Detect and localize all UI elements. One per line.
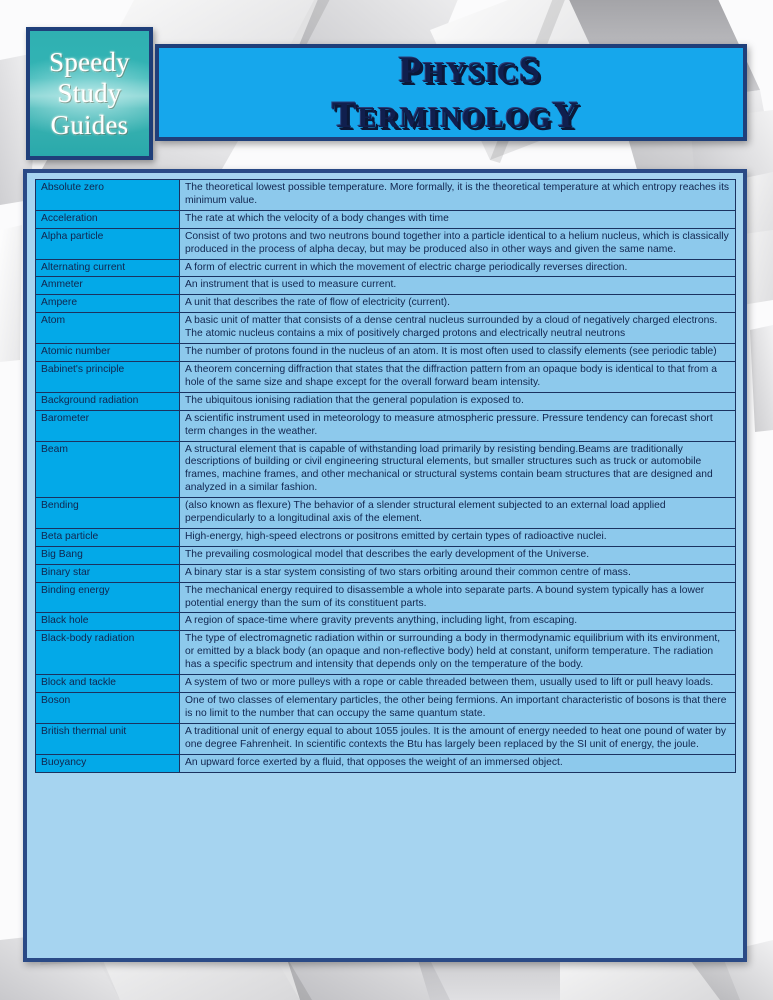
table-row (36, 582, 736, 613)
glossary-term: Alternating current (36, 259, 180, 277)
glossary-term: Atomic number (36, 344, 180, 362)
glossary-panel (23, 169, 747, 962)
table-row (36, 180, 736, 211)
glossary-definition: The type of electromagnetic radiation within or surrounding a body in thermodynamic equilibrium with its environment, or emitted by a black body (an opaque and non-reflective body) held at constant, uniform temperature. The radiation has a specific spectrum and intensity that depends only on the temperature of the body. (180, 631, 736, 675)
glossary-term: Background radiation (36, 392, 180, 410)
glossary-definition: The theoretical lowest possible temperature. More formally, it is the theoretical temperature at which entropy reaches its minimum value. (180, 180, 736, 211)
table-row (36, 295, 736, 313)
glossary-term: Black hole (36, 613, 180, 631)
logo-line-3: Guides (50, 109, 129, 140)
glossary-definition: A theorem concerning diffraction that states that the diffraction pattern from an opaque body is identical to that from a hole of the same size and shape except for the overall forward beam intensity. (180, 361, 736, 392)
glossary-definition: An upward force exerted by a fluid, that opposes the weight of an immersed object. (180, 754, 736, 772)
glossary-term: Acceleration (36, 210, 180, 228)
glossary-definition: The prevailing cosmological model that describes the early development of the Universe. (180, 546, 736, 564)
glossary-term: Atom (36, 313, 180, 344)
glossary-definition: The mechanical energy required to disassemble a whole into separate parts. A bound system typically has a lower potential energy than the sum of its constituent parts. (180, 582, 736, 613)
logo-line-1: Speedy (49, 46, 130, 77)
table-row (36, 361, 736, 392)
title-erminolog: ERMINOLOG (357, 102, 552, 134)
glossary-definition: An instrument that is used to measure current. (180, 277, 736, 295)
table-row (36, 277, 736, 295)
title-t: T (331, 94, 358, 136)
table-row (36, 259, 736, 277)
table-row (36, 631, 736, 675)
glossary-term: Beam (36, 441, 180, 498)
glossary-definition: A basic unit of matter that consists of a dense central nucleus surrounded by a cloud of negatively charged electrons. The atomic nucleus contains a mix of positively charged protons and electrically neutral neutrons (180, 313, 736, 344)
table-row (36, 675, 736, 693)
glossary-term: Binary star (36, 564, 180, 582)
glossary-term: Black-body radiation (36, 631, 180, 675)
table-row (36, 723, 736, 754)
glossary-term: Beta particle (36, 528, 180, 546)
glossary-table-body (36, 180, 736, 773)
title-line-physics (361, 49, 541, 92)
table-row (36, 210, 736, 228)
table-row (36, 313, 736, 344)
table-row (36, 754, 736, 772)
glossary-definition: A scientific instrument used in meteorology to measure atmospheric pressure. Pressure tendency can forecast short term changes in the weather. (180, 410, 736, 441)
title-line-terminology (322, 94, 580, 137)
speedy-study-guides-logo (26, 27, 153, 160)
glossary-term: British thermal unit (36, 723, 180, 754)
glossary-term: Block and tackle (36, 675, 180, 693)
table-row (36, 693, 736, 724)
title-s: S (519, 49, 542, 91)
glossary-term: Boson (36, 693, 180, 724)
glossary-definition: Consist of two protons and two neutrons bound together into a particle identical to a helium nucleus, which is classically produced in the process of alpha decay, but may be produced also in other ways and given the same name. (180, 228, 736, 259)
glossary-definition: (also known as flexure) The behavior of a slender structural element subjected to an external load applied perpendicularly to a longitudinal axis of the element. (180, 498, 736, 529)
glossary-definition: A structural element that is capable of withstanding load primarily by resisting bending.Beams are traditionally descriptions of building or civil engineering structural elements, but smaller structures such as truck or automobile frames, machine frames, and other mechanical or structural systems contain beam structures that are designed and analyzed in a similar fashion. (180, 441, 736, 498)
glossary-definition: High-energy, high-speed electrons or positrons emitted by certain types of radioactive nuclei. (180, 528, 736, 546)
table-row (36, 344, 736, 362)
glossary-definition: One of two classes of elementary particles, the other being fermions. An important characteristic of bosons is that there is no limit to the number that can occupy the same quantum state. (180, 693, 736, 724)
title-p: P (398, 49, 423, 91)
glossary-definition: A system of two or more pulleys with a rope or cable threaded between them, usually used to lift or pull heavy loads. (180, 675, 736, 693)
title-hysic: HYSIC (422, 57, 520, 89)
glossary-term: Bending (36, 498, 180, 529)
table-row (36, 528, 736, 546)
table-row (36, 228, 736, 259)
glossary-term: Absolute zero (36, 180, 180, 211)
glossary-definition: A form of electric current in which the movement of electric charge periodically reverses direction. (180, 259, 736, 277)
glossary-table (35, 179, 736, 773)
glossary-term: Barometer (36, 410, 180, 441)
table-row (36, 564, 736, 582)
glossary-definition: A binary star is a star system consisting of two stars orbiting around their common centre of mass. (180, 564, 736, 582)
logo-line-2: Study (57, 78, 122, 109)
glossary-definition: A traditional unit of energy equal to about 1055 joules. It is the amount of energy needed to heat one pound of water by one degree Fahrenheit. In scientific contexts the Btu has largely been replaced by the SI unit of energy, the joule. (180, 723, 736, 754)
glossary-definition: The ubiquitous ionising radiation that the general population is exposed to. (180, 392, 736, 410)
glossary-definition: The rate at which the velocity of a body changes with time (180, 210, 736, 228)
glossary-term: Ampere (36, 295, 180, 313)
table-row (36, 546, 736, 564)
table-row (36, 613, 736, 631)
glossary-term: Buoyancy (36, 754, 180, 772)
glossary-term: Babinet's principle (36, 361, 180, 392)
table-row (36, 441, 736, 498)
title-y: Y (551, 94, 581, 136)
glossary-definition: A region of space-time where gravity prevents anything, including light, from escaping. (180, 613, 736, 631)
glossary-term: Alpha particle (36, 228, 180, 259)
glossary-term: Big Bang (36, 546, 180, 564)
title-banner (155, 44, 747, 141)
table-row (36, 392, 736, 410)
table-row (36, 498, 736, 529)
glossary-definition: A unit that describes the rate of flow of electricity (current). (180, 295, 736, 313)
table-row (36, 410, 736, 441)
glossary-term: Ammeter (36, 277, 180, 295)
glossary-definition: The number of protons found in the nucleus of an atom. It is most often used to classify elements (see periodic table) (180, 344, 736, 362)
glossary-term: Binding energy (36, 582, 180, 613)
